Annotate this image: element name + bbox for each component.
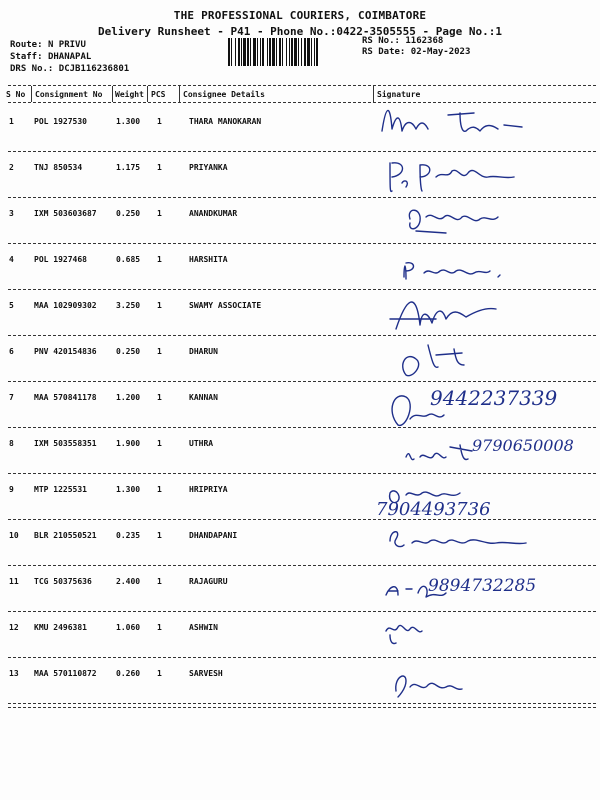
column-header-sno: S No [6, 90, 26, 99]
handwritten-phone: 9442237339 [430, 386, 558, 410]
row-consignee: HARSHITA [189, 255, 228, 264]
row-consignee: SARVESH [189, 669, 223, 678]
staff-label: Staff: [10, 52, 43, 62]
row-consignment-no: BLR 210550521 [34, 531, 97, 540]
column-divider [31, 86, 32, 102]
row-pcs: 1 [157, 439, 162, 448]
staff-value: DHANAPAL [47, 52, 92, 62]
row-consignee: KANNAN [189, 393, 218, 402]
row-consignee: SWAMY ASSOCIATE [189, 301, 262, 310]
row-consignee: RAJAGURU [189, 577, 228, 586]
row-sno: 12 [9, 623, 19, 632]
divider [8, 703, 596, 704]
row-weight: 1.900 [116, 439, 141, 448]
row-pcs: 1 [157, 117, 162, 126]
row-sno: 4 [9, 255, 14, 264]
row-weight: 0.685 [116, 255, 141, 264]
rs-date-label: RS Date: [362, 47, 406, 57]
signature-stroke [409, 210, 498, 233]
runsheet-title: THE PROFESSIONAL COURIERS, COIMBATORE [173, 9, 427, 22]
row-sno: 6 [9, 347, 14, 356]
drs-value: DCJB116236801 [58, 64, 130, 74]
row-consignment-no: IXM 503603687 [34, 209, 97, 218]
row-weight: 0.250 [116, 209, 141, 218]
row-pcs: 1 [157, 209, 162, 218]
row-consignee: HRIPRIYA [189, 485, 228, 494]
row-pcs: 1 [157, 485, 162, 494]
row-pcs: 1 [157, 531, 162, 540]
row-consignee: ASHWIN [189, 623, 218, 632]
row-consignment-no: POL 1927468 [34, 255, 87, 264]
row-consignment-no: IXM 503558351 [34, 439, 97, 448]
row-consignee: THARA MANOKARAN [189, 117, 262, 126]
row-sno: 5 [9, 301, 14, 310]
table-row [0, 669, 600, 715]
signature-stroke [404, 263, 500, 279]
column-header-pcs: PCS [151, 90, 166, 99]
row-weight: 1.300 [116, 117, 141, 126]
rs-date-line [362, 47, 470, 57]
row-weight: 1.300 [116, 485, 141, 494]
rs-date-value: 02-May-2023 [410, 47, 471, 57]
row-consignee: ANANDKUMAR [189, 209, 238, 218]
handwritten-phone: 9790650008 [472, 436, 574, 455]
column-divider [373, 86, 374, 102]
divider [8, 85, 596, 86]
row-consignment-no: POL 1927530 [34, 117, 87, 126]
row-consignment-no: TCG 50375636 [34, 577, 92, 586]
row-sno: 2 [9, 163, 14, 172]
column-header-signature: Signature [377, 90, 421, 99]
row-pcs: 1 [157, 623, 162, 632]
row-pcs: 1 [157, 301, 162, 310]
row-weight: 2.400 [116, 577, 141, 586]
row-weight: 0.235 [116, 531, 141, 540]
runsheet-subtitle: Delivery Runsheet - P41 - Phone No.:0422-3505555 - Page No.:1 [98, 25, 502, 38]
rs-no-line [362, 36, 443, 46]
row-consignment-no: KMU 2496381 [34, 623, 87, 632]
row-sno: 8 [9, 439, 14, 448]
row-pcs: 1 [157, 393, 162, 402]
divider [8, 707, 596, 708]
column-header-weight: Weight [115, 90, 144, 99]
row-pcs: 1 [157, 255, 162, 264]
row-sno: 11 [9, 577, 19, 586]
signature-stroke [396, 676, 462, 697]
row-sno: 13 [9, 669, 19, 678]
row-weight: 1.200 [116, 393, 141, 402]
drs-line [10, 64, 129, 74]
row-pcs: 1 [157, 163, 162, 172]
signature-stroke [390, 532, 526, 547]
column-header-consignment: Consignment No [35, 90, 103, 99]
column-divider [179, 86, 180, 102]
column-header-consignee: Consignee Details [183, 90, 265, 99]
row-consignment-no: MAA 570841178 [34, 393, 97, 402]
column-divider [112, 86, 113, 102]
row-weight: 3.250 [116, 301, 141, 310]
row-consignment-no: PNV 420154836 [34, 347, 97, 356]
route-line [10, 40, 86, 50]
handwritten-phone: 7904493736 [376, 499, 491, 520]
row-consignment-no: TNJ 850534 [34, 163, 83, 172]
runsheet-barcode [228, 38, 356, 66]
row-sno: 3 [9, 209, 14, 218]
route-label: Route: [10, 40, 43, 50]
row-pcs: 1 [157, 577, 162, 586]
row-consignment-no: MAA 570110872 [34, 669, 97, 678]
rs-no-label: RS No.: [362, 36, 400, 46]
barcode-bar [316, 38, 318, 66]
row-weight: 0.260 [116, 669, 141, 678]
row-sno: 1 [9, 117, 14, 126]
row-sno: 9 [9, 485, 14, 494]
row-consignee: DHANDAPANI [189, 531, 238, 540]
row-weight: 1.175 [116, 163, 141, 172]
column-divider [147, 86, 148, 102]
row-consignee: DHARUN [189, 347, 218, 356]
drs-label: DRS No.: [10, 64, 54, 74]
signature-stroke [382, 110, 522, 131]
staff-line [10, 52, 91, 62]
row-consignment-no: MAA 102909302 [34, 301, 97, 310]
rs-no-value: 1162368 [405, 36, 444, 46]
signature-stroke [386, 625, 422, 643]
row-pcs: 1 [157, 669, 162, 678]
handwritten-signature [376, 647, 586, 703]
signature-stroke [406, 445, 472, 460]
row-weight: 1.060 [116, 623, 141, 632]
row-consignment-no: MTP 1225531 [34, 485, 87, 494]
row-sno: 10 [9, 531, 19, 540]
row-consignee: PRIYANKA [189, 163, 228, 172]
route-value: N PRIVU [47, 40, 86, 50]
row-weight: 0.250 [116, 347, 141, 356]
row-pcs: 1 [157, 347, 162, 356]
row-consignee: UTHRA [189, 439, 214, 448]
row-sno: 7 [9, 393, 14, 402]
handwritten-phone: 9894732285 [428, 576, 537, 596]
